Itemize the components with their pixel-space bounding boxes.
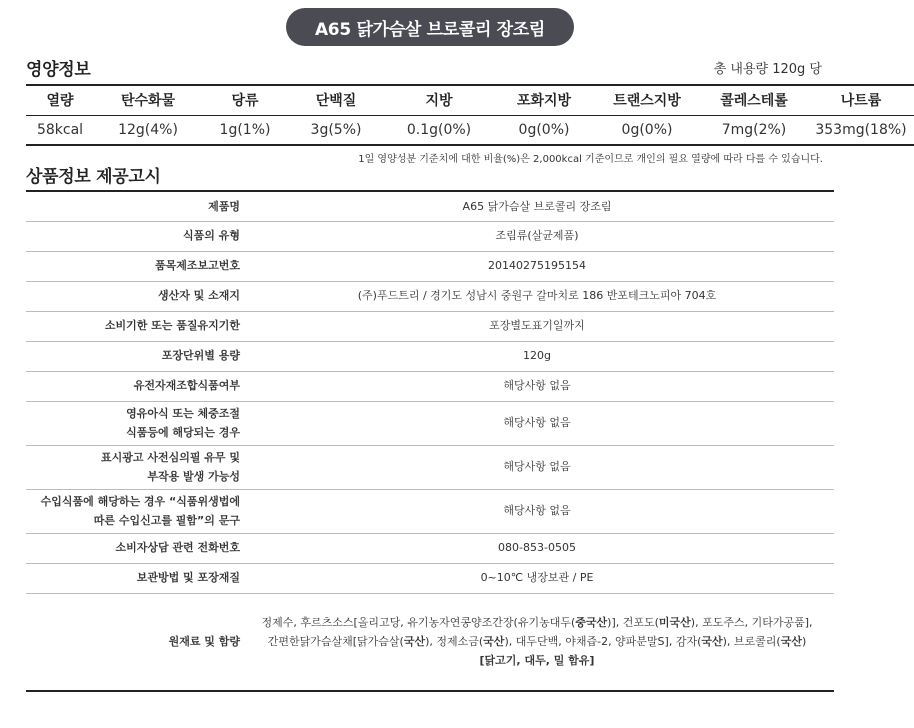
- row-value: 120g: [240, 341, 834, 371]
- row-label-line: 부작용 발생 가능성: [147, 470, 240, 483]
- row-value: 해당사항 없음: [240, 445, 834, 489]
- allergen-notice: [닭고기, 대두, 밀 함유]: [479, 654, 595, 668]
- nutrition-value-cell: 58kcal: [26, 115, 94, 145]
- row-value: 080-853-0505: [240, 533, 834, 563]
- nutrition-header-cell: 포화지방: [494, 85, 594, 115]
- nutrition-table: [26, 84, 914, 146]
- nutrition-header-cell: 나트륨: [808, 85, 914, 115]
- row-label: 포장단위별 용량: [26, 341, 240, 371]
- row-label-line: 수입식품에 해당하는 경우 “식품위생법에: [40, 494, 240, 508]
- row-label: 유전자재조합식품여부: [26, 371, 240, 401]
- nutrition-value-row: [26, 115, 914, 145]
- ingredients-value: [240, 593, 834, 691]
- nutrition-header-row: [26, 85, 914, 115]
- row-value: 조림류(살균제품): [240, 221, 834, 251]
- row-label-line: 식품등에 해당되는 경우: [126, 426, 240, 439]
- nutrition-header-cell: 콜레스테롤: [700, 85, 808, 115]
- nutrition-value-cell: 0.1g(0%): [384, 115, 494, 145]
- row-value: 해당사항 없음: [240, 401, 834, 445]
- ingredients-line: [248, 613, 826, 632]
- nutrition-header-cell: 트랜스지방: [594, 85, 700, 115]
- row-label: [26, 445, 240, 489]
- row-value: 20140275195154: [240, 251, 834, 281]
- row-value: (주)푸드트리 / 경기도 성남시 중원구 갈마치로 186 반포테크노피아 704호: [240, 281, 834, 311]
- table-row: [26, 341, 834, 371]
- nutrition-value-cell: 353mg(18%): [808, 115, 914, 145]
- table-row: [26, 221, 834, 251]
- row-label: 원재료 및 함량: [26, 593, 240, 691]
- product-title-banner: [286, 8, 574, 46]
- row-label: 식품의 유형: [26, 221, 240, 251]
- ingredients-segment: 국산: [483, 635, 505, 649]
- ingredients-segment: 국산: [403, 635, 426, 649]
- table-row: [26, 445, 834, 489]
- ingredients-segment: ), 브로콜리(: [722, 635, 781, 649]
- ingredients-segment: ): [802, 635, 807, 649]
- row-label: 소비자상담 관련 전화번호: [26, 533, 240, 563]
- nutrition-header-cell: 열량: [26, 85, 94, 115]
- ingredients-segment: 국산: [780, 635, 802, 649]
- row-label: 소비기한 또는 품질유지기한: [26, 311, 240, 341]
- table-row: [26, 251, 834, 281]
- nutrition-section-title: 영양정보: [26, 60, 91, 80]
- table-row: [26, 371, 834, 401]
- ingredients-row: [26, 593, 834, 691]
- ingredients-segment: 미국산: [658, 615, 691, 629]
- nutrition-value-cell: 0g(0%): [494, 115, 594, 145]
- nutrition-value-cell: 1g(1%): [202, 115, 288, 145]
- ingredients-segment: 국산: [701, 635, 723, 649]
- table-row: [26, 311, 834, 341]
- product-info-section-title: 상품정보 제공고시: [26, 167, 161, 187]
- row-label-line: 영유아식 또는 체중조절: [126, 406, 240, 420]
- product-title: A65 닭가슴살 브로콜리 장조림: [314, 19, 546, 40]
- table-row: [26, 533, 834, 563]
- nutrition-header-cell: 당류: [202, 85, 288, 115]
- row-value: A65 닭가슴살 브로콜리 장조림: [240, 191, 834, 221]
- ingredients-segment: ), 대두단백, 야채즙-2, 양파분말S], 감자(: [504, 635, 702, 649]
- row-label: [26, 489, 240, 533]
- nutrition-header-cell: 단백질: [288, 85, 384, 115]
- row-value: 해당사항 없음: [240, 489, 834, 533]
- nutrition-footnote: 1일 영양성분 기준치에 대한 비율(%)은 2,000kcal 기준이므로 개인의 필요 열량에 따라 다를 수 있습니다.: [358, 154, 823, 165]
- ingredients-line: [248, 632, 826, 651]
- nutrition-value-cell: 0g(0%): [594, 115, 700, 145]
- row-value: 해당사항 없음: [240, 371, 834, 401]
- ingredients-segment: ), 포도주스, 기타가공품],: [690, 615, 813, 629]
- nutrition-value-cell: 3g(5%): [288, 115, 384, 145]
- nutrition-value-cell: 12g(4%): [94, 115, 202, 145]
- table-row: [26, 401, 834, 445]
- nutrition-header-cell: 탄수화물: [94, 85, 202, 115]
- nutrition-header-cell: 지방: [384, 85, 494, 115]
- serving-size: 총 내용량 120g 당: [713, 62, 822, 77]
- row-label: 보관방법 및 포장재질: [26, 563, 240, 593]
- row-label: 생산자 및 소재지: [26, 281, 240, 311]
- row-value: 포장별도표기일까지: [240, 311, 834, 341]
- row-label-line: 따른 수입신고를 필함”의 문구: [93, 514, 240, 527]
- table-row: [26, 489, 834, 533]
- row-label: 제품명: [26, 191, 240, 221]
- table-row: [26, 191, 834, 221]
- row-value: 0~10℃ 냉장보관 / PE: [240, 563, 834, 593]
- ingredients-segment: ), 정제소금(: [425, 635, 484, 649]
- ingredients-segment: 정제수, 후르츠소스[올리고당, 유기농자연콩양조간장(유기농대두(: [261, 615, 576, 629]
- table-row: [26, 281, 834, 311]
- table-row: [26, 563, 834, 593]
- ingredients-segment: 간편한닭가슴살채[닭가슴살(: [267, 635, 404, 649]
- row-label-line: 표시광고 사전심의필 유무 및: [101, 450, 240, 464]
- ingredients-segment: 중국산: [575, 615, 608, 629]
- ingredients-segment: )], 건포도(: [607, 615, 659, 629]
- nutrition-value-cell: 7mg(2%): [700, 115, 808, 145]
- row-label: 품목제조보고번호: [26, 251, 240, 281]
- row-label: [26, 401, 240, 445]
- product-info-table: [26, 190, 834, 692]
